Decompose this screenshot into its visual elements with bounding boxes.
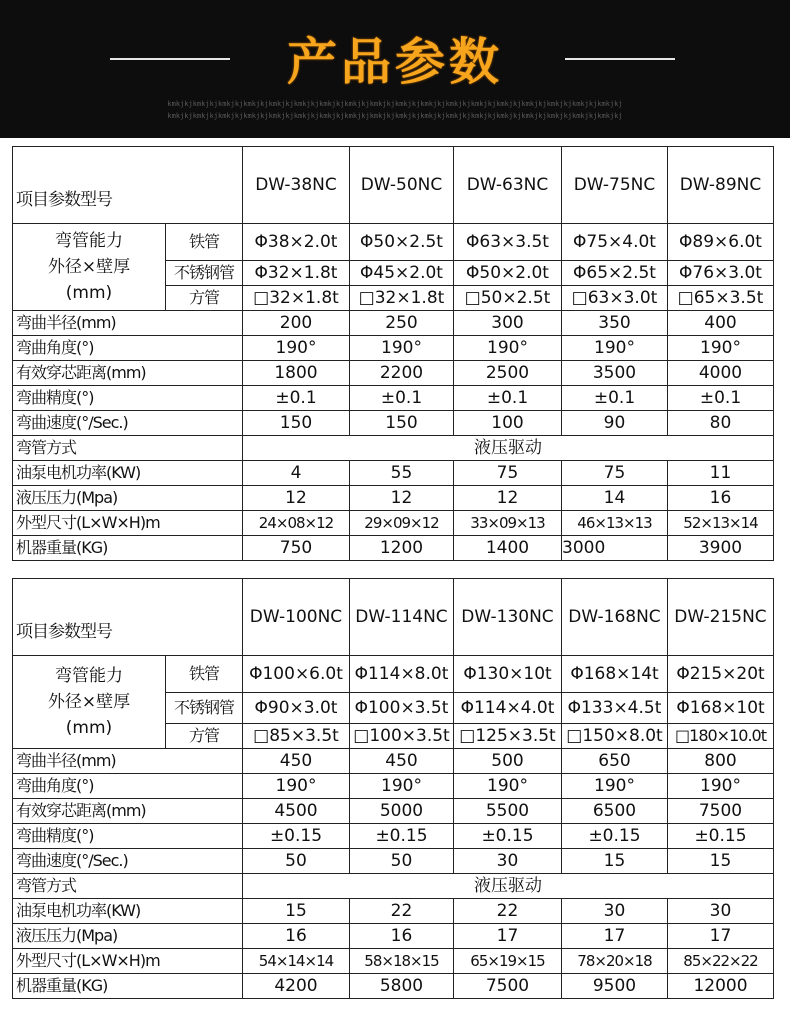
table-row <box>13 336 774 361</box>
speed-cell: 15 <box>668 849 774 874</box>
table-row <box>13 849 774 874</box>
core-distance-label: 有效穿芯距离(mm) <box>13 361 243 386</box>
angle-cell: 190° <box>350 336 454 361</box>
core-distance-label: 有效穿芯距离(mm) <box>13 799 243 824</box>
stainless-cell: Φ168×10t <box>668 693 774 724</box>
angle-cell: 190° <box>668 774 774 799</box>
angle-label: 弯曲角度(°) <box>13 774 243 799</box>
radius-cell: 500 <box>454 749 562 774</box>
angle-cell: 190° <box>243 336 350 361</box>
speed-cell: 50 <box>243 849 350 874</box>
power-cell: 75 <box>562 461 668 486</box>
core-distance-cell: 3500 <box>562 361 668 386</box>
model-cell: DW-89NC <box>668 147 774 224</box>
decorative-text: kmkjkjkmkjkjkmkjkjkmkjkjkmkjkjkmkjkjkmkjkjkmkjkjkmkjkjkmkjkjkmkjkjkmkjkjkmkjkjkmkjkjkmkjkjkmkjkjkmkjkjkmkjkj <box>167 100 623 108</box>
speed-cell: 80 <box>668 411 774 436</box>
radius-label: 弯曲半径(mm) <box>13 311 243 336</box>
table-row <box>13 386 774 411</box>
power-cell: 75 <box>454 461 562 486</box>
table-row <box>13 536 774 561</box>
core-distance-cell: 2200 <box>350 361 454 386</box>
iron-cell: Φ130×10t <box>454 656 562 693</box>
core-distance-cell: 1800 <box>243 361 350 386</box>
pressure-label: 液压压力(Mpa) <box>13 924 243 949</box>
capacity-label: 弯管能力 外径×壁厚 (mm) <box>13 224 166 311</box>
angle-cell: 190° <box>668 336 774 361</box>
power-cell: 55 <box>350 461 454 486</box>
model-label: 项目参数型号 <box>13 579 243 656</box>
method-label: 弯管方式 <box>13 436 243 461</box>
stainless-cell: Φ90×3.0t <box>243 693 350 724</box>
square-cell: □32×1.8t <box>350 286 454 311</box>
core-distance-cell: 4500 <box>243 799 350 824</box>
stainless-cell: Φ76×3.0t <box>668 261 774 286</box>
model-cell: DW-100NC <box>243 579 350 656</box>
table-row <box>13 224 774 261</box>
speed-cell: 150 <box>243 411 350 436</box>
pressure-label: 液压压力(Mpa) <box>13 486 243 511</box>
table-row <box>13 874 774 899</box>
iron-cell: Φ215×20t <box>668 656 774 693</box>
radius-cell: 650 <box>562 749 668 774</box>
method-cell: 液压驱动 <box>243 874 774 899</box>
speed-cell: 150 <box>350 411 454 436</box>
size-cell: 33×09×13 <box>454 511 562 536</box>
square-cell: □32×1.8t <box>243 286 350 311</box>
precision-cell: ±0.15 <box>350 824 454 849</box>
capacity-label: 弯管能力 外径×壁厚 (mm) <box>13 656 166 749</box>
weight-cell: 750 <box>243 536 350 561</box>
angle-cell: 190° <box>562 336 668 361</box>
speed-cell: 90 <box>562 411 668 436</box>
radius-label: 弯曲半径(mm) <box>13 749 243 774</box>
power-cell: 30 <box>668 899 774 924</box>
table-row <box>13 361 774 386</box>
power-cell: 4 <box>243 461 350 486</box>
model-cell: DW-215NC <box>668 579 774 656</box>
page-title: 产品参数 <box>287 33 503 91</box>
iron-cell: Φ89×6.0t <box>668 224 774 261</box>
speed-cell: 30 <box>454 849 562 874</box>
square-cell: □125×3.5t <box>454 724 562 749</box>
square-cell: □150×8.0t <box>562 724 668 749</box>
spec-table-1 <box>12 146 774 561</box>
iron-cell: Φ50×2.5t <box>350 224 454 261</box>
precision-cell: ±0.15 <box>243 824 350 849</box>
power-label: 油泵电机功率(KW) <box>13 899 243 924</box>
radius-cell: 350 <box>562 311 668 336</box>
iron-cell: Φ75×4.0t <box>562 224 668 261</box>
precision-cell: ±0.1 <box>668 386 774 411</box>
stainless-cell: Φ32×1.8t <box>243 261 350 286</box>
power-cell: 22 <box>454 899 562 924</box>
power-cell: 22 <box>350 899 454 924</box>
size-cell: 54×14×14 <box>243 949 350 974</box>
model-cell: DW-168NC <box>562 579 668 656</box>
precision-cell: ±0.1 <box>562 386 668 411</box>
core-distance-cell: 4000 <box>668 361 774 386</box>
size-label: 外型尺寸(L×W×H)m <box>13 949 243 974</box>
core-distance-cell: 5500 <box>454 799 562 824</box>
pressure-cell: 12 <box>454 486 562 511</box>
stainless-cell: Φ65×2.5t <box>562 261 668 286</box>
table-row <box>13 461 774 486</box>
stainless-cell: Φ133×4.5t <box>562 693 668 724</box>
angle-cell: 190° <box>562 774 668 799</box>
precision-cell: ±0.15 <box>454 824 562 849</box>
radius-cell: 300 <box>454 311 562 336</box>
square-cell: □180×10.0t <box>668 724 774 749</box>
angle-cell: 190° <box>454 774 562 799</box>
radius-cell: 450 <box>243 749 350 774</box>
angle-cell: 190° <box>454 336 562 361</box>
square-cell: □85×3.5t <box>243 724 350 749</box>
size-cell: 65×19×15 <box>454 949 562 974</box>
radius-cell: 400 <box>668 311 774 336</box>
precision-label: 弯曲精度(°) <box>13 824 243 849</box>
weight-cell: 5800 <box>350 974 454 999</box>
table-row <box>13 656 774 693</box>
pressure-cell: 17 <box>668 924 774 949</box>
header-banner <box>0 0 790 138</box>
size-label: 外型尺寸(L×W×H)m <box>13 511 243 536</box>
square-label: 方管 <box>166 724 243 749</box>
spec-table-2 <box>12 578 774 999</box>
table-row <box>13 774 774 799</box>
angle-label: 弯曲角度(°) <box>13 336 243 361</box>
precision-cell: ±0.1 <box>243 386 350 411</box>
precision-cell: ±0.15 <box>668 824 774 849</box>
iron-cell: Φ63×3.5t <box>454 224 562 261</box>
model-cell: DW-63NC <box>454 147 562 224</box>
pressure-cell: 17 <box>562 924 668 949</box>
square-cell: □65×3.5t <box>668 286 774 311</box>
weight-cell: 3000 <box>562 536 668 561</box>
method-label: 弯管方式 <box>13 874 243 899</box>
precision-cell: ±0.1 <box>454 386 562 411</box>
speed-cell: 100 <box>454 411 562 436</box>
model-cell: DW-75NC <box>562 147 668 224</box>
table-row <box>13 147 774 224</box>
stainless-cell: Φ114×4.0t <box>454 693 562 724</box>
square-label: 方管 <box>166 286 243 311</box>
power-cell: 11 <box>668 461 774 486</box>
precision-cell: ±0.1 <box>350 386 454 411</box>
pressure-cell: 16 <box>350 924 454 949</box>
square-cell: □63×3.0t <box>562 286 668 311</box>
model-cell: DW-50NC <box>350 147 454 224</box>
core-distance-cell: 7500 <box>668 799 774 824</box>
weight-label: 机器重量(KG) <box>13 536 243 561</box>
model-cell: DW-130NC <box>454 579 562 656</box>
method-cell: 液压驱动 <box>243 436 774 461</box>
table-row <box>13 436 774 461</box>
weight-cell: 1200 <box>350 536 454 561</box>
stainless-label: 不锈钢管 <box>166 693 243 724</box>
title-divider-right <box>565 58 675 60</box>
table-row <box>13 924 774 949</box>
radius-cell: 200 <box>243 311 350 336</box>
pressure-cell: 17 <box>454 924 562 949</box>
pressure-cell: 12 <box>350 486 454 511</box>
table-row <box>13 511 774 536</box>
core-distance-cell: 6500 <box>562 799 668 824</box>
size-cell: 29×09×12 <box>350 511 454 536</box>
speed-cell: 15 <box>562 849 668 874</box>
iron-cell: Φ168×14t <box>562 656 668 693</box>
stainless-cell: Φ45×2.0t <box>350 261 454 286</box>
weight-cell: 12000 <box>668 974 774 999</box>
weight-cell: 1400 <box>454 536 562 561</box>
stainless-label: 不锈钢管 <box>166 261 243 286</box>
radius-cell: 800 <box>668 749 774 774</box>
weight-cell: 9500 <box>562 974 668 999</box>
decorative-text: kmkjkjkmkjkjkmkjkjkmkjkjkmkjkjkmkjkjkmkjkjkmkjkjkmkjkjkmkjkjkmkjkjkmkjkjkmkjkjkmkjkjkmkjkjkmkjkjkmkjkjkmkjkj <box>167 112 623 120</box>
size-cell: 85×22×22 <box>668 949 774 974</box>
core-distance-cell: 5000 <box>350 799 454 824</box>
weight-label: 机器重量(KG) <box>13 974 243 999</box>
stainless-cell: Φ50×2.0t <box>454 261 562 286</box>
table-row <box>13 824 774 849</box>
model-cell: DW-38NC <box>243 147 350 224</box>
size-cell: 52×13×14 <box>668 511 774 536</box>
iron-cell: Φ100×6.0t <box>243 656 350 693</box>
table-row <box>13 749 774 774</box>
radius-cell: 450 <box>350 749 454 774</box>
weight-cell: 4200 <box>243 974 350 999</box>
speed-cell: 50 <box>350 849 454 874</box>
table-row <box>13 949 774 974</box>
size-cell: 78×20×18 <box>562 949 668 974</box>
size-cell: 58×18×15 <box>350 949 454 974</box>
table-row <box>13 579 774 656</box>
iron-label: 铁管 <box>166 224 243 261</box>
model-cell: DW-114NC <box>350 579 454 656</box>
table-row <box>13 899 774 924</box>
speed-label: 弯曲速度(°/Sec.) <box>13 411 243 436</box>
pressure-cell: 16 <box>668 486 774 511</box>
model-label: 项目参数型号 <box>13 147 243 224</box>
size-cell: 46×13×13 <box>562 511 668 536</box>
pressure-cell: 14 <box>562 486 668 511</box>
precision-cell: ±0.15 <box>562 824 668 849</box>
power-cell: 30 <box>562 899 668 924</box>
square-cell: □100×3.5t <box>350 724 454 749</box>
angle-cell: 190° <box>350 774 454 799</box>
angle-cell: 190° <box>243 774 350 799</box>
precision-label: 弯曲精度(°) <box>13 386 243 411</box>
size-cell: 24×08×12 <box>243 511 350 536</box>
radius-cell: 250 <box>350 311 454 336</box>
power-label: 油泵电机功率(KW) <box>13 461 243 486</box>
pressure-cell: 12 <box>243 486 350 511</box>
pressure-cell: 16 <box>243 924 350 949</box>
table-row <box>13 486 774 511</box>
weight-cell: 3900 <box>668 536 774 561</box>
weight-cell: 7500 <box>454 974 562 999</box>
table-row <box>13 311 774 336</box>
power-cell: 15 <box>243 899 350 924</box>
stainless-cell: Φ100×3.5t <box>350 693 454 724</box>
iron-label: 铁管 <box>166 656 243 693</box>
iron-cell: Φ38×2.0t <box>243 224 350 261</box>
square-cell: □50×2.5t <box>454 286 562 311</box>
core-distance-cell: 2500 <box>454 361 562 386</box>
table-row <box>13 799 774 824</box>
table-row <box>13 974 774 999</box>
speed-label: 弯曲速度(°/Sec.) <box>13 849 243 874</box>
table-row <box>13 411 774 436</box>
iron-cell: Φ114×8.0t <box>350 656 454 693</box>
